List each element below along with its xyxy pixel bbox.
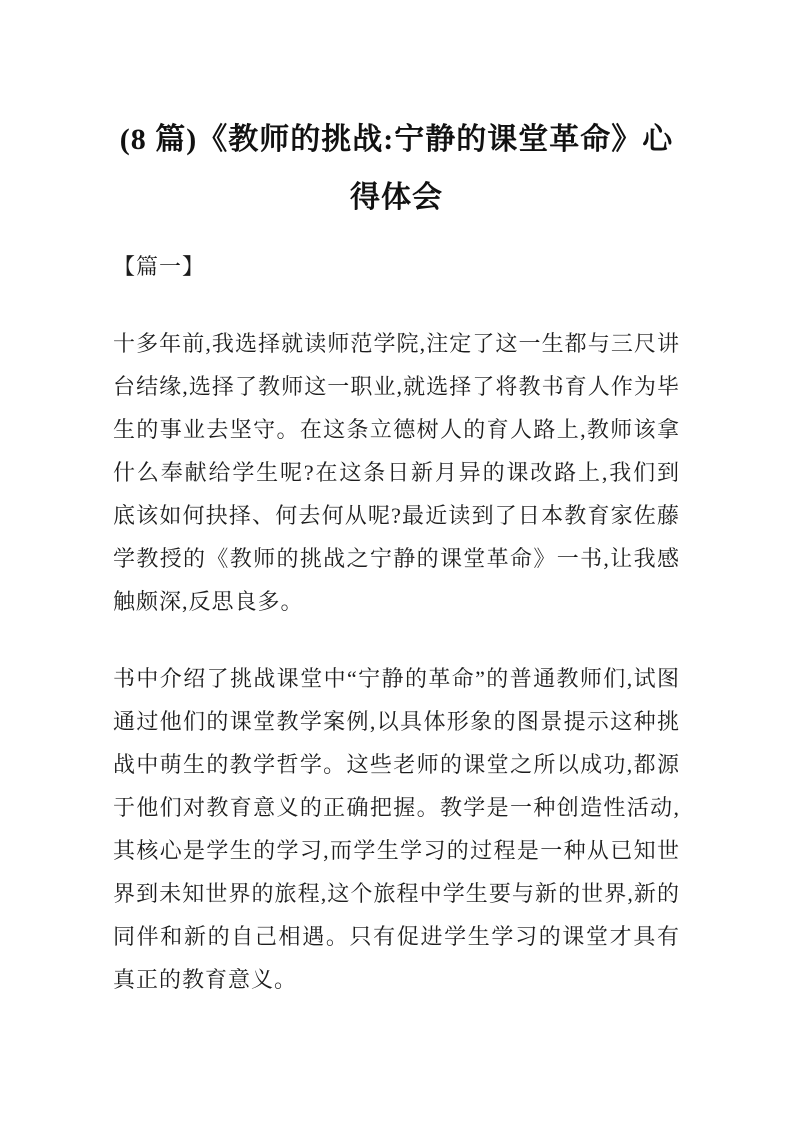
paragraph: 十多年前,我选择就读师范学院,注定了这一生都与三尺讲台结缘,选择了教师这一职业,就选择了将教书育人作为毕生的事业去坚守。在这条立德树人的育人路上,教师该拿什么奉献给学生呢?在这条日新月异的课改路上,我们到底该如何抉择、何去何从呢?最近读到了日本教育家佐藤学教授的《教师的挑战之宁静的课堂革命》一书,让我感触颇深,反思良多。 — [113, 331, 680, 614]
document-title: (8 篇)《教师的挑战:宁静的课堂革命》心得体会 — [119, 123, 674, 214]
section-heading-part-one: 【篇一】 — [113, 254, 206, 279]
paragraph: 书中介绍了挑战课堂中“宁静的革命”的普通教师们,试图通过他们的课堂教学案例,以具体形象的图景提示这种挑战中萌生的教学哲学。这些老师的课堂之所以成功,都源于他们对教育意义的正确把握。教学是一种创造性活动,其核心是学生的学习,而学生学习的过程是一种从已知世界到未知世界的旅程,这个旅程中学生要与新的世界,新的同伴和新的自己相遇。只有促进学生学习的课堂才具有真正的教育意义。 — [113, 666, 680, 992]
